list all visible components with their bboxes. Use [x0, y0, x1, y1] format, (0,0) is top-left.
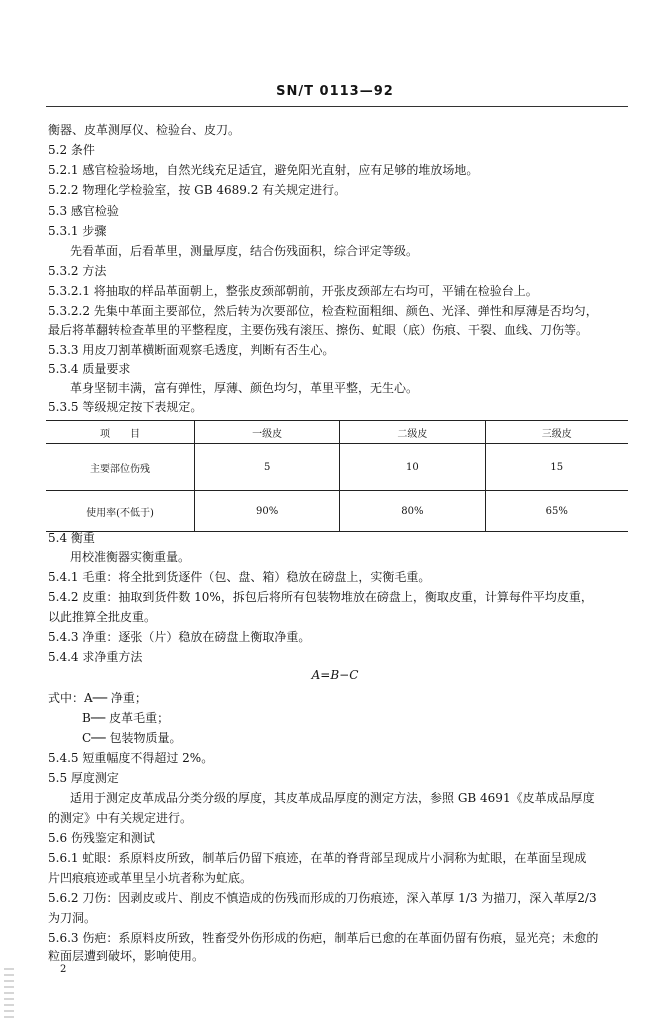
table-cell: 5 [195, 444, 340, 491]
text-line: 为刀洞。 [48, 911, 97, 925]
section-heading: 5.2 条件 [48, 143, 95, 157]
table-header-cell: 三级皮 [485, 421, 628, 444]
text-line: 的测定》中有关规定进行。 [48, 811, 193, 825]
text-line: 革身坚韧丰满，富有弹性，厚薄、颜色均匀，革里平整，无生心。 [70, 381, 419, 395]
text-line: 先看革面，后看革里，测量厚度，结合伤残面积，综合评定等级。 [70, 244, 419, 258]
table-cell: 使用率(不低于) [46, 491, 195, 532]
scan-edge-marks [4, 968, 14, 1020]
text-line: 5.3.2.1 将抽取的样品革面朝上，整张皮颈部朝前，开张皮颈部左右均可，平铺在检验台上。 [48, 284, 538, 298]
formula-definition: C── 包装物质量。 [82, 731, 182, 745]
table-header-row [46, 421, 628, 444]
section-heading: 5.3.2 方法 [48, 264, 107, 278]
text-line: 5.3.3 用皮刀割革横断面观察毛透度，判断有否生心。 [48, 343, 335, 357]
text-line: 5.2.2 物理化学检验室，按 GB 4689.2 有关规定进行。 [48, 183, 347, 197]
text-line: 5.6.3 伤疤：系原料皮所致，牲畜受外伤形成的伤疤，制革后已愈的在革面仍留有伤痕，显光亮；未愈的 [48, 931, 599, 945]
table-cell: 主要部位伤残 [46, 444, 195, 491]
text-line: 用校准衡器实衡重量。 [70, 550, 191, 564]
section-heading: 5.3.1 步骤 [48, 224, 107, 238]
text-line: 5.4.5 短重幅度不得超过 2%。 [48, 751, 214, 765]
text-line: 5.4.1 毛重：将全批到货逐件（包、盘、箱）稳放在磅盘上，实衡毛重。 [48, 570, 431, 584]
text-line: 最后将革翻转检查革里的平整程度，主要伤残有滚压、擦伤、虻眼（底）伤痕、干裂、血线、刀伤等。 [48, 323, 589, 337]
text-line: 衡器、皮革测厚仪、检验台、皮刀。 [48, 123, 241, 137]
text-line: 片凹痕痕迹或革里呈小坑者称为虻底。 [48, 871, 253, 885]
formula-definition: B── 皮革毛重； [82, 711, 170, 725]
table-cell: 65% [485, 491, 628, 532]
text-line: 5.3.5 等级规定按下表规定。 [48, 400, 203, 414]
formula-definition: 式中：A── 净重； [48, 691, 147, 705]
table-row [46, 491, 628, 532]
text-line: 5.4.3 净重：逐张（片）稳放在磅盘上衡取净重。 [48, 630, 311, 644]
table-cell: 15 [485, 444, 628, 491]
section-heading: 5.3.4 质量要求 [48, 362, 131, 376]
text-line: 适用于测定皮革成品分类分级的厚度，其皮革成品厚度的测定方法，参照 GB 4691《皮革成品厚度 [70, 791, 595, 805]
table-header-cell: 二级皮 [340, 421, 485, 444]
net-weight-formula: A=B−C [311, 668, 359, 682]
table-cell: 10 [340, 444, 485, 491]
header-rule [46, 106, 628, 107]
section-heading: 5.5 厚度测定 [48, 771, 119, 785]
table-row [46, 444, 628, 491]
text-line: 粒面层遭到破坏，影响使用。 [48, 949, 205, 963]
table-header-cell: 一级皮 [195, 421, 340, 444]
grade-table [46, 420, 628, 532]
section-heading: 5.4 衡重 [48, 531, 95, 545]
text-line: 以此推算全批皮重。 [48, 610, 157, 624]
section-heading: 5.3 感官检验 [48, 204, 119, 218]
table-cell: 80% [340, 491, 485, 532]
table-header-cell: 项 目 [46, 421, 195, 444]
text-line: 5.6.1 虻眼：系原料皮所致，制革后仍留下痕迹，在革的脊背部呈现成片小洞称为虻眼，在革面呈现成 [48, 851, 587, 865]
text-line: 5.2.1 感官检验场地，自然光线充足适宜，避免阳光直射，应有足够的堆放场地。 [48, 163, 479, 177]
section-heading: 5.6 伤残鉴定和测试 [48, 831, 155, 845]
standard-header: SN/T 0113—92 [276, 84, 394, 99]
page-number: 2 [60, 964, 67, 975]
section-heading: 5.4.4 求净重方法 [48, 650, 143, 664]
text-line: 5.4.2 皮重：抽取到货件数 10%，拆包后将所有包装物堆放在磅盘上，衡取皮重，计算每件平均皮重， [48, 590, 593, 604]
table-cell: 90% [195, 491, 340, 532]
text-line: 5.6.2 刀伤：因剥皮或片、削皮不慎造成的伤残而形成的刀伤痕迹，深入革厚 1/3 为描刀，深入革厚2/3 [48, 891, 597, 905]
text-line: 5.3.2.2 先集中革面主要部位，然后转为次要部位，检查粒面粗细、颜色、光泽、弹性和厚薄是否均匀， [48, 304, 598, 318]
